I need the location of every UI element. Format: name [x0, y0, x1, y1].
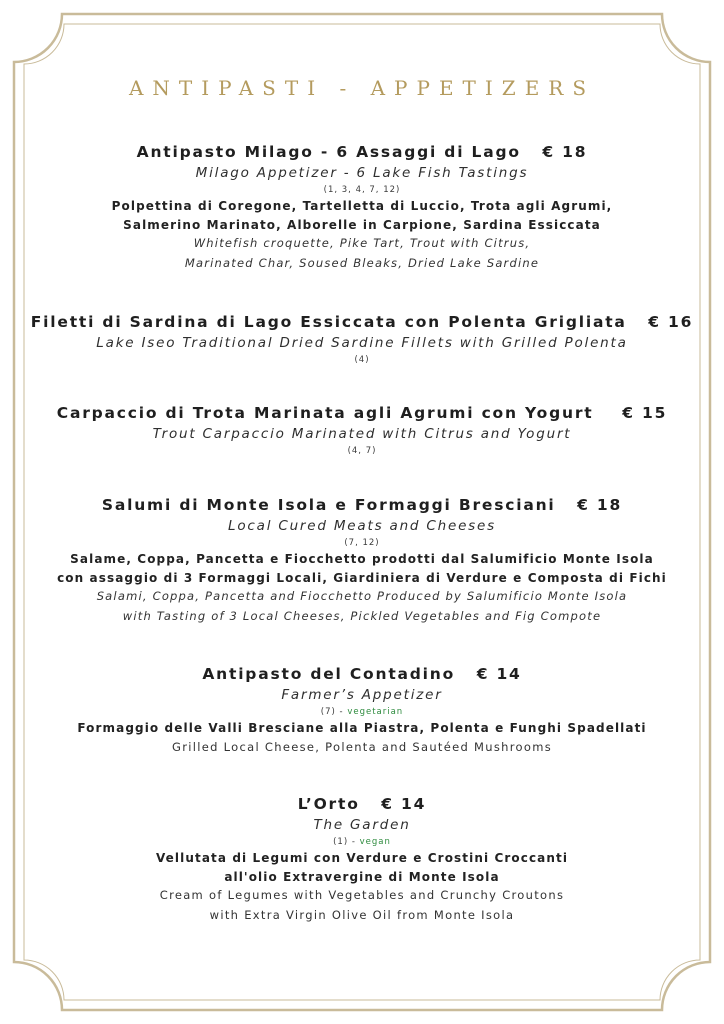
- dish-description-italian: Salame, Coppa, Pancetta e Fiocchetto prodotti dal Salumificio Monte Isola con assaggio di 3 Formaggi Locali, Giardiniera di Verdure e Composta di Fichi: [57, 552, 667, 585]
- dish-description-italian: Vellutata di Legumi con Verdure e Crostini Croccanti all'olio Extravergine di Monte Isola: [155, 851, 569, 884]
- dish-description-italian: Polpettina di Coregone, Tartelletta di Luccio, Trota agli Agrumi, Salmerino Marinato, Alborelle in Carpione, Sardina Essiccata: [111, 199, 613, 232]
- allergen-codes: (4, 7): [347, 446, 377, 456]
- dish-name: L’Orto: [297, 795, 360, 813]
- allergen-codes: (7): [320, 707, 336, 717]
- allergen-codes: (1): [333, 837, 349, 847]
- dish-description-english: Whitefish croquette, Pike Tart, Trout with Citrus, Marinated Char, Soused Bleaks, Dried Lake Sardine: [184, 236, 540, 270]
- menu-item-salumi-monte-isola: [0, 494, 724, 626]
- allergen-codes: (7, 12): [344, 538, 380, 548]
- dish-description-english: Salami, Coppa, Pancetta and Fiocchetto Produced by Salumificio Monte Isola with Tasting of 3 Local Cheeses, Pickled Vegetables and Fig Compote: [96, 589, 628, 623]
- dish-english-name: Farmer’s Appetizer: [281, 687, 443, 703]
- dish-price: € 14: [476, 665, 522, 683]
- dish-english-name: Milago Appetizer - 6 Lake Fish Tastings: [195, 165, 529, 181]
- dish-price: € 18: [577, 496, 623, 514]
- menu-item-carpaccio-di-trota: [0, 402, 724, 458]
- dish-name: Antipasto Milago - 6 Assaggi di Lago: [136, 143, 521, 161]
- dish-english-name: Trout Carpaccio Marinated with Citrus and Yogurt: [152, 426, 572, 442]
- allergen-codes: (1, 3, 4, 7, 12): [323, 185, 401, 195]
- dish-price: € 18: [542, 143, 588, 161]
- dish-name: Filetti di Sardina di Lago Essiccata con Polenta Grigliata: [30, 313, 627, 331]
- menu-item-l-orto: L’Orto € 14 The Garden (1) - vegan Vellutata di Legumi con Verdure e Crostini Croccanti all'olio Extravergine di Monte Isola Cream of Legumes with Vegetables and Crunchy Croutons with Extra Virgin Olive Oil from Monte Isola: [0, 793, 724, 925]
- dish-description-english: Cream of Legumes with Vegetables and Crunchy Croutons with Extra Virgin Olive Oil from Monte Isola: [159, 888, 565, 922]
- dish-description-italian: Formaggio delle Valli Bresciane alla Piastra, Polenta e Funghi Spadellati: [77, 721, 647, 735]
- dish-price: € 15: [622, 404, 668, 422]
- diet-badge-vegan: vegan: [359, 837, 391, 847]
- dish-price: € 14: [381, 795, 427, 813]
- dish-description-english: Grilled Local Cheese, Polenta and Sautéed Mushrooms: [172, 739, 552, 754]
- menu-item-antipasto-milago: [0, 141, 724, 273]
- menu-item-antipasto-del-contadino: Antipasto del Contadino € 14 Farmer’s Appetizer (7) - vegetarian Formaggio delle Valli Bresciane alla Piastra, Polenta e Funghi Spadellati Grilled Local Cheese, Polenta and Sautéed Mushrooms: [0, 663, 724, 757]
- dish-name: Carpaccio di Trota Marinata agli Agrumi con Yogurt: [56, 404, 594, 422]
- diet-badge-vegetarian: vegetarian: [347, 707, 404, 717]
- dish-english-name: Lake Iseo Traditional Dried Sardine Fillets with Grilled Polenta: [96, 335, 628, 351]
- dish-english-name: The Garden: [313, 817, 411, 833]
- dish-price: € 16: [648, 313, 694, 331]
- dish-name: Antipasto del Contadino: [202, 665, 456, 683]
- page-title: ANTIPASTI - APPETIZERS: [128, 76, 596, 100]
- dish-english-name: Local Cured Meats and Cheeses: [228, 518, 496, 534]
- dish-name: Salumi di Monte Isola e Formaggi Bresciani: [101, 496, 556, 514]
- allergen-codes: (4): [354, 355, 370, 365]
- menu-item-filetti-di-sardina: [0, 311, 724, 367]
